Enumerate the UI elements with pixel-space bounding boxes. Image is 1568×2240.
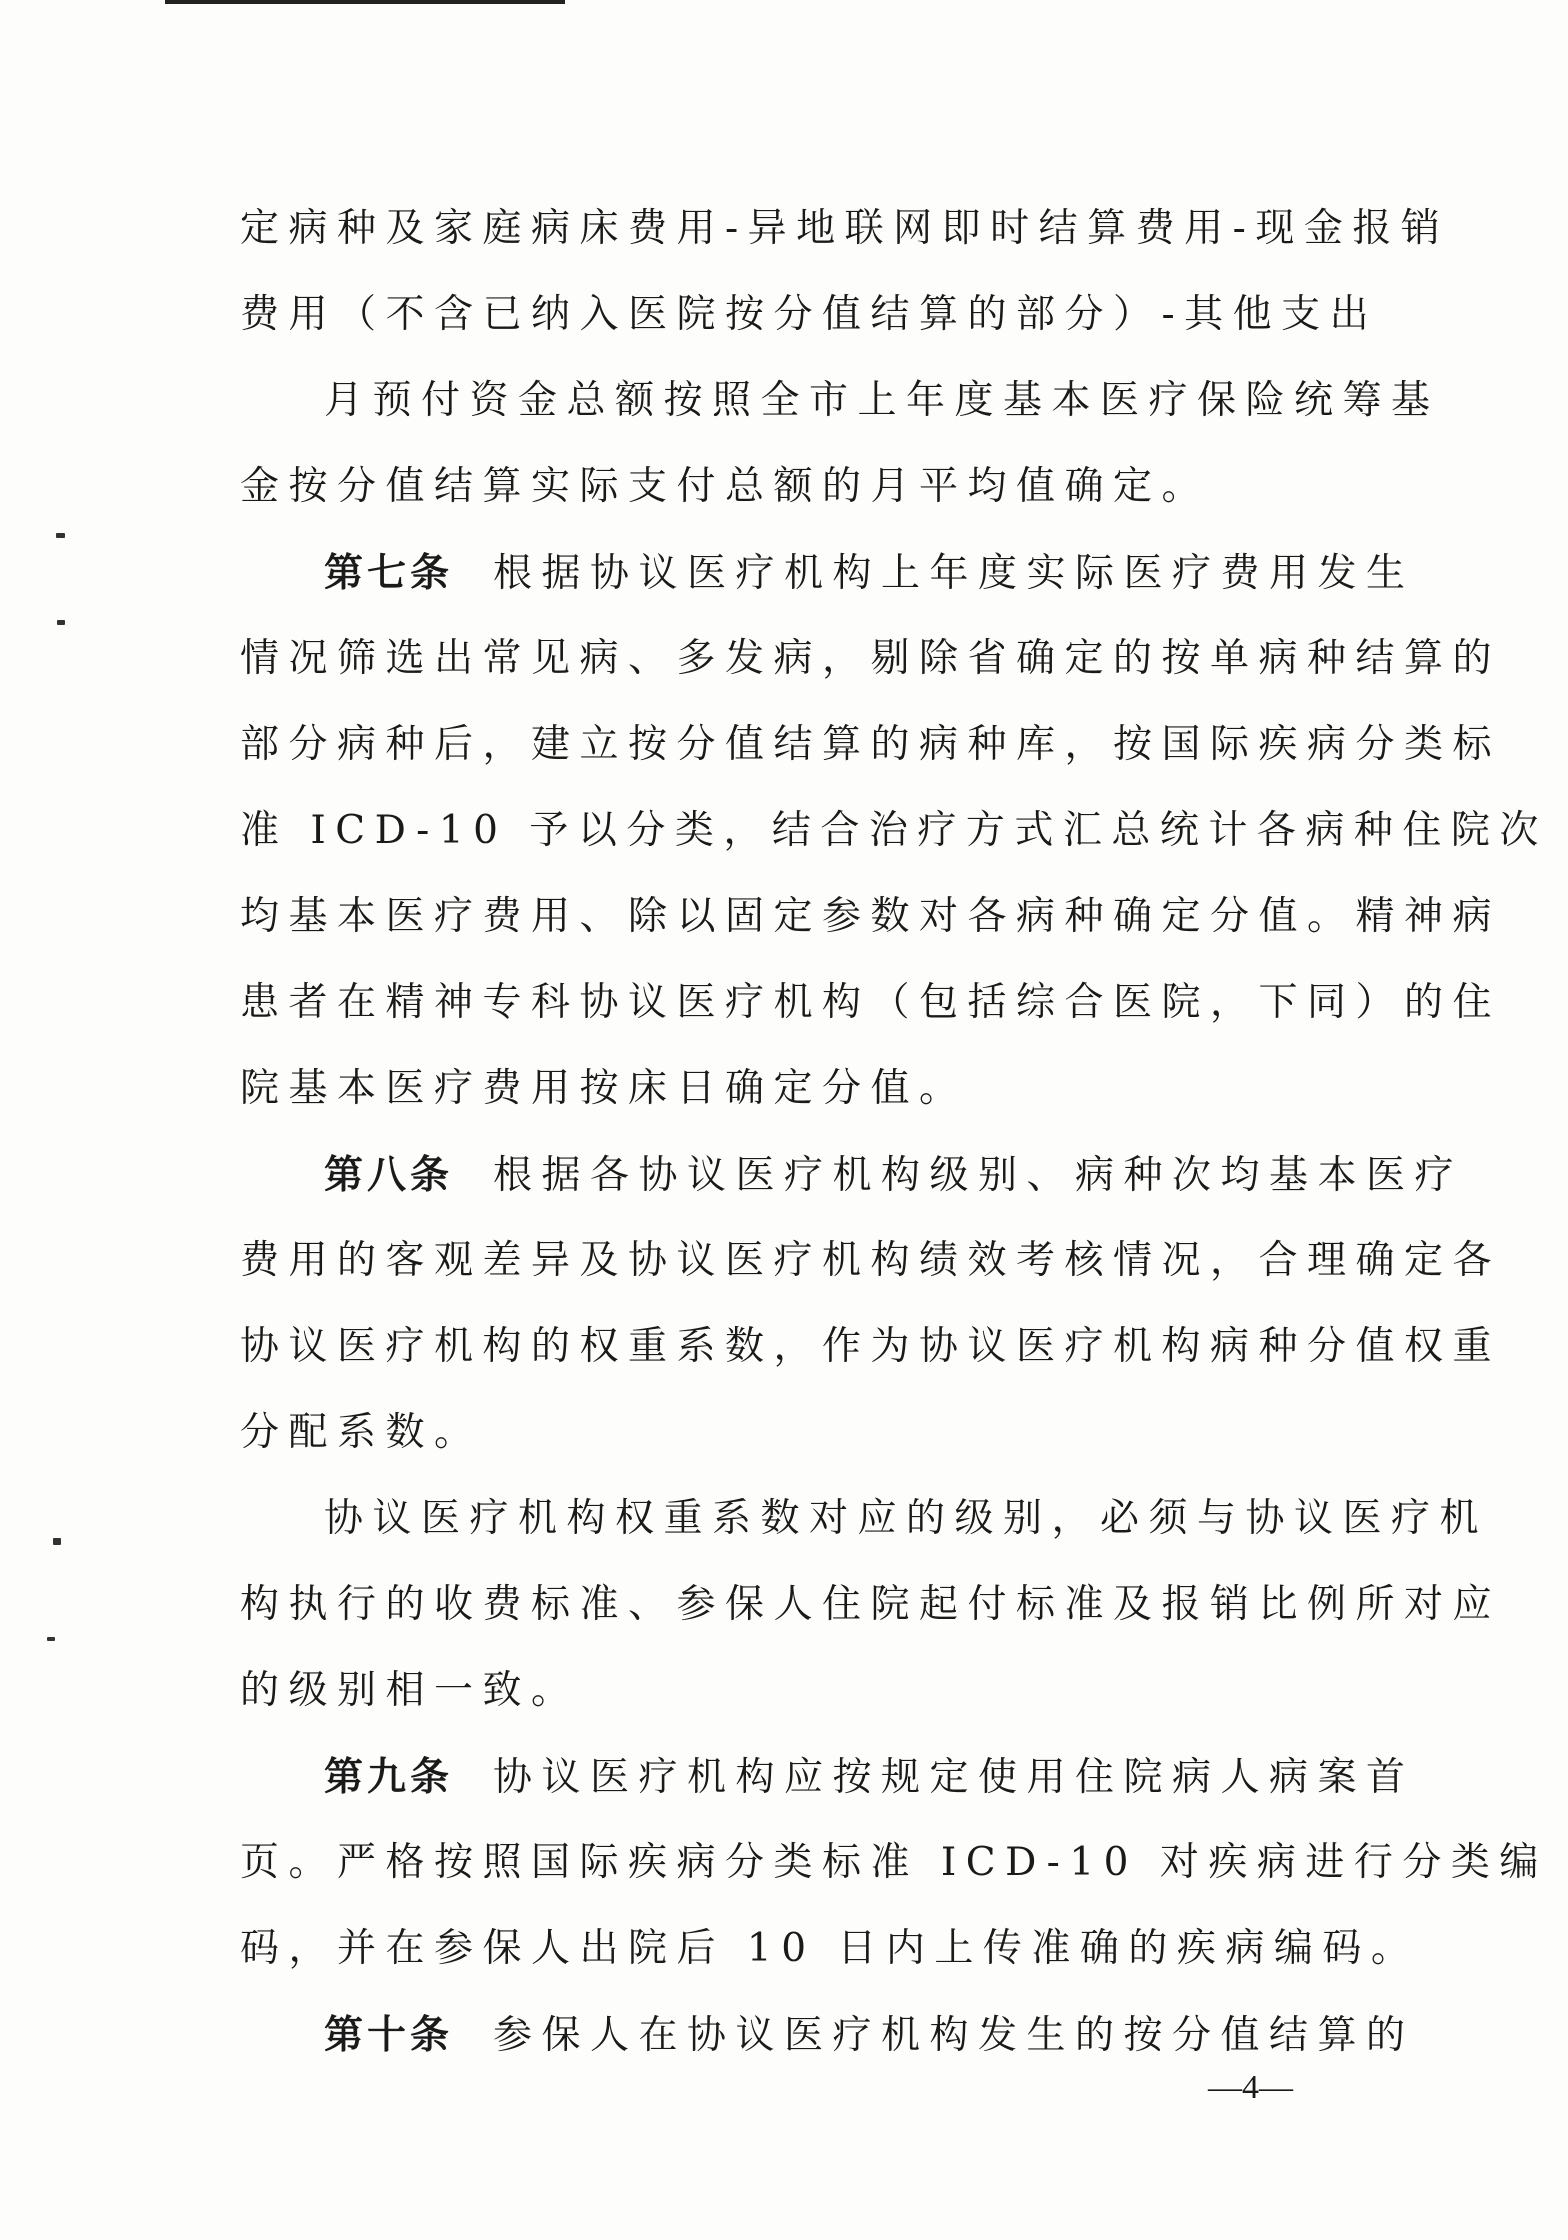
text-line-6: 情况筛选出常见病、多发病，剔除省确定的按单病种结算的 xyxy=(240,636,1502,681)
text-line-16: 协议医疗机构权重系数对应的级别，必须与协议医疗机 xyxy=(324,1496,1489,1541)
article-8-first-line xyxy=(324,1144,1464,1206)
article-7-text: 根据协议医疗机构上年度实际医疗费用发生 xyxy=(493,551,1415,596)
scan-mark-3 xyxy=(53,1538,61,1545)
text-line-10: 患者在精神专科协议医疗机构（包括综合医院，下同）的住 xyxy=(240,980,1502,1025)
text-line-17: 构执行的收费标准、参保人住院起付标准及报销比例所对应 xyxy=(240,1582,1502,1627)
article-9-heading: 第九条 xyxy=(324,1754,454,1800)
text-line-14: 协议医疗机构的权重系数，作为协议医疗机构病种分值权重 xyxy=(240,1324,1502,1369)
text-line-2: 费用（不含已纳入医院按分值结算的部分）-其他支出 xyxy=(240,292,1379,337)
text-line-1: 定病种及家庭病床费用-异地联网即时结算费用-现金报销 xyxy=(240,206,1450,251)
scan-mark-1 xyxy=(56,533,65,538)
scan-mark-4 xyxy=(47,1637,55,1641)
article-7-first-line xyxy=(324,542,1415,604)
scan-mark-2 xyxy=(57,620,65,625)
article-10-heading: 第十条 xyxy=(324,2012,454,2058)
text-line-4: 金按分值结算实际支付总额的月平均值确定。 xyxy=(240,464,1211,509)
article-10-text: 参保人在协议医疗机构发生的按分值结算的 xyxy=(493,2013,1415,2058)
article-9-first-line xyxy=(324,1746,1415,1808)
article-8-text: 根据各协议医疗机构级别、病种次均基本医疗 xyxy=(493,1153,1464,1198)
text-line-7: 部分病种后，建立按分值结算的病种库，按国际疾病分类标 xyxy=(240,722,1502,767)
text-line-3: 月预付资金总额按照全市上年度基本医疗保险统筹基 xyxy=(324,378,1440,423)
article-7-heading: 第七条 xyxy=(324,550,454,596)
page-number: —4— xyxy=(1208,2069,1293,2106)
text-line-13: 费用的客观差异及协议医疗机构绩效考核情况，合理确定各 xyxy=(240,1238,1502,1283)
text-line-18: 的级别相一致。 xyxy=(240,1668,580,1713)
text-line-11: 院基本医疗费用按床日确定分值。 xyxy=(240,1066,968,1111)
text-line-9: 均基本医疗费用、除以固定参数对各病种确定分值。精神病 xyxy=(240,894,1502,939)
text-line-15: 分配系数。 xyxy=(240,1410,483,1455)
article-10-first-line xyxy=(324,2004,1415,2066)
article-8-heading: 第八条 xyxy=(324,1152,454,1198)
top-border-rule xyxy=(165,0,565,4)
text-line-20: 页。严格按照国际疾病分类标准 ICD-10 对疾病进行分类编 xyxy=(240,1840,1548,1885)
article-9-text: 协议医疗机构应按规定使用住院病人病案首 xyxy=(493,1755,1415,1800)
text-line-21: 码，并在参保人出院后 10 日内上传准确的疾病编码。 xyxy=(240,1926,1420,1971)
text-line-8: 准 ICD-10 予以分类，结合治疗方式汇总统计各病种住院次 xyxy=(240,808,1548,853)
